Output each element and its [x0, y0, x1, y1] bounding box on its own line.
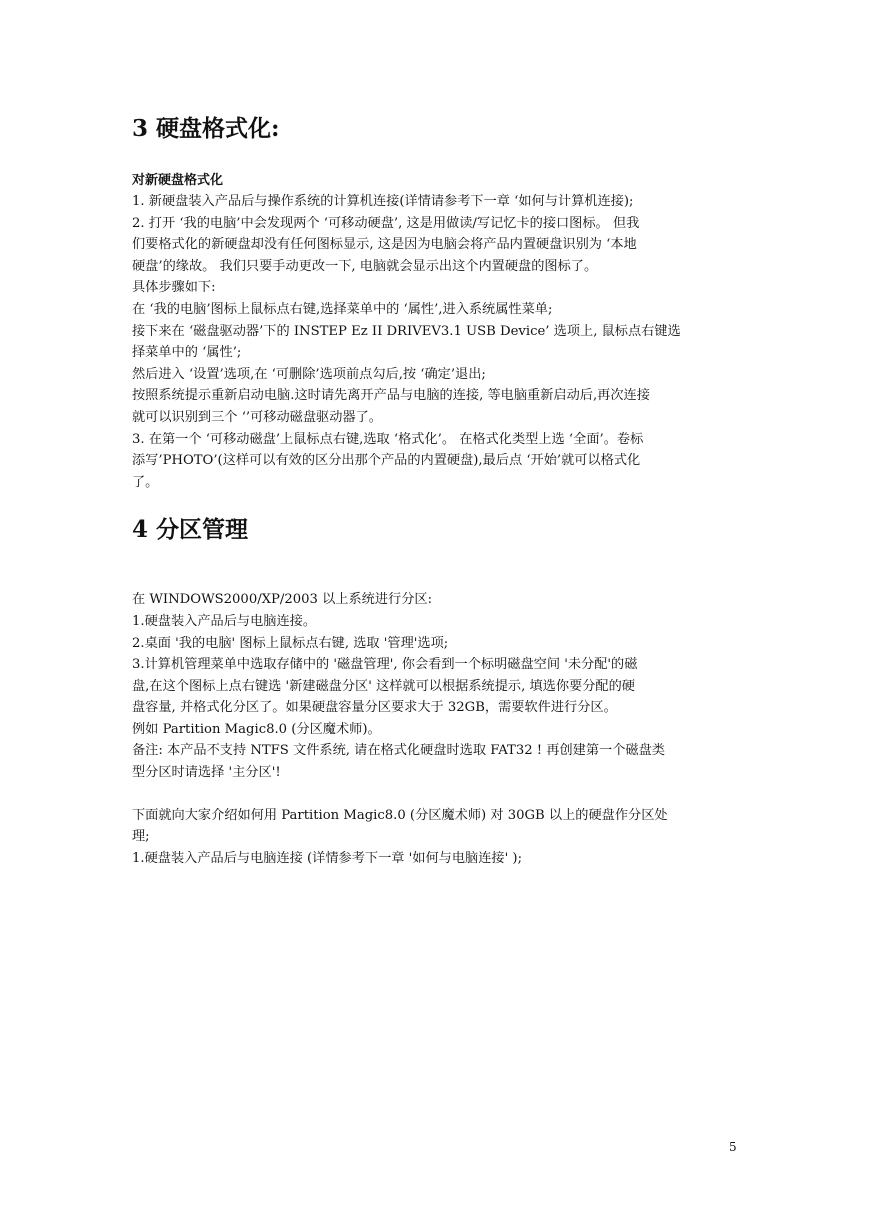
paragraph-line: 择菜单中的 ‘属性’; [132, 345, 242, 361]
section-3-subheading: 对新硬盘格式化 [132, 173, 224, 188]
section-4-body-a [132, 589, 740, 783]
paragraph-line: 具体步骤如下: [132, 280, 216, 296]
paragraph-line: 硬盘’的缘故。 我们只要手动更改一下, 电脑就会显示出这个内置硬盘的图标了。 [132, 258, 598, 274]
paragraph-line: 例如 Partition Magic8.0 (分区魔术师)。 [132, 721, 381, 737]
paragraph-gap [132, 784, 740, 805]
paragraph-line: 了。 [132, 474, 159, 490]
section-3-body [132, 191, 740, 493]
paragraph-line: 3. 在第一个 ‘可移动磁盘’上鼠标点右键,选取 ‘格式化’。 在格式化类型上选 ‘全面’。卷标 [132, 431, 644, 447]
section-4-heading: 4 分区管理 [132, 516, 249, 544]
paragraph-line: 然后进入 ‘设置’选项,在 ‘可删除’选项前点勾后,按 ‘确定’退出; [132, 366, 486, 382]
paragraph-line: 在 ‘我的电脑’图标上鼠标点右键,选择菜单中的 ‘属性’,进入系统属性菜单; [132, 301, 553, 317]
paragraph-line: 添写’PHOTO’(这样可以有效的区分出那个产品的内置硬盘),最后点 ‘开始’就可以格式化 [132, 453, 641, 469]
paragraph-line: 盘,在这个图标上点右键选 '新建磁盘分区' 这样就可以根据系统提示, 填选你要分配的硬 [132, 678, 635, 694]
page-content [132, 114, 740, 869]
paragraph-line: 1.硬盘装入产品后与电脑连接 (详情参考下一章 '如何与电脑连接' ); [132, 850, 523, 866]
paragraph-line: 2. 打开 ‘我的电脑’中会发现两个 ‘可移动硬盘’, 这是用做读/写记忆卡的接口图标。 但我 [132, 215, 640, 231]
paragraph-line: 接下来在 ‘磁盘驱动器’下的 INSTEP Ez II DRIVEV3.1 USB Device’ 选项上, 鼠标点右键选 [132, 323, 681, 339]
paragraph-line: 理; [132, 829, 150, 845]
paragraph-line: 型分区时请选择 '主分区'! [132, 765, 281, 781]
section-4-body-b [132, 805, 740, 870]
paragraph-line: 1.硬盘装入产品后与电脑连接。 [132, 613, 317, 629]
paragraph-line: 备注: 本产品不支持 NTFS 文件系统, 请在格式化硬盘时选取 FAT32 ! 再创建第一个磁盘类 [132, 743, 665, 759]
paragraph-line: 3.计算机管理菜单中选取存储中的 '磁盘管理', 你会看到一个标明磁盘空间 '未分配'的磁 [132, 657, 638, 673]
paragraph-line: 就可以识别到三个 ‘’可移动磁盘驱动器了。 [132, 409, 382, 425]
paragraph-line: 1. 新硬盘装入产品后与操作系统的计算机连接(详情请参考下一章 ‘如何与计算机连接); [132, 194, 634, 209]
page-number: 5 [729, 1140, 737, 1154]
paragraph-line: 在 WINDOWS2000/XP/2003 以上系统进行分区: [132, 592, 433, 608]
paragraph-line: 2.桌面 '我的电脑' 图标上鼠标点右键, 选取 '管理'选项; [132, 635, 449, 651]
paragraph-line: 们要格式化的新硬盘却没有任何图标显示, 这是因为电脑会将产品内置硬盘识别为 ‘本地 [132, 237, 637, 253]
paragraph-line: 盘容量, 并格式化分区了。如果硬盘容量分区要求大于 32GB，需要软件进行分区。 [132, 700, 617, 716]
paragraph-line: 按照系统提示重新启动电脑.这时请先离开产品与电脑的连接, 等电脑重新启动后,再次连接 [132, 388, 650, 404]
section-3-heading: 3 硬盘格式化: [132, 115, 280, 142]
paragraph-line: 下面就向大家介绍如何用 Partition Magic8.0 (分区魔术师) 对 30GB 以上的硬盘作分区处 [132, 807, 668, 823]
